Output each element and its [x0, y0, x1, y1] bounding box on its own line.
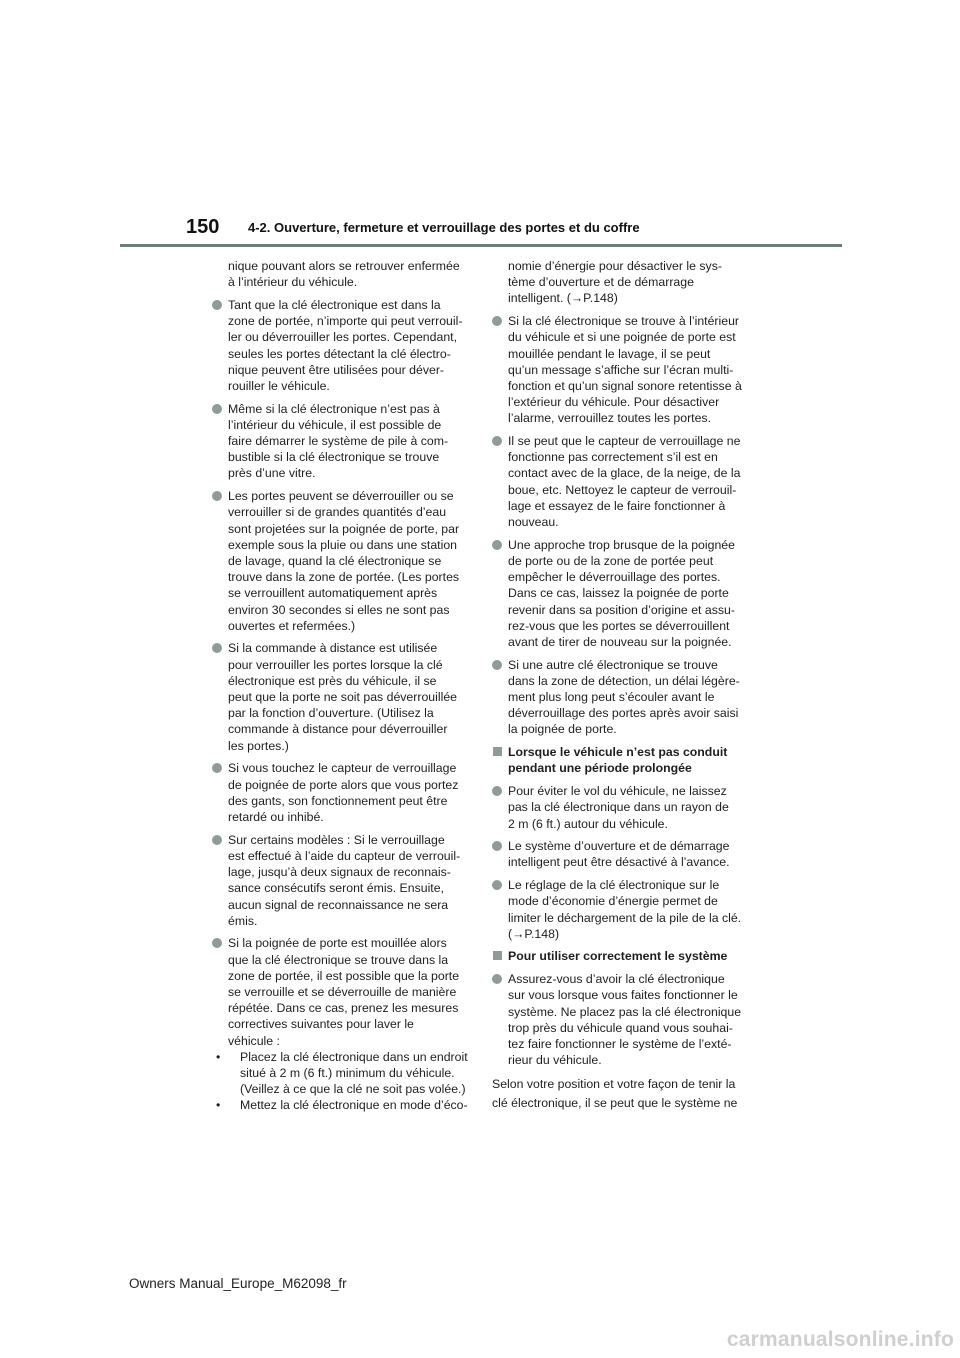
text-line: Une approche trop brusque de la poignée [508, 537, 735, 552]
text-line: tez faire fonctionner le système de l’exté- [508, 1036, 732, 1051]
bullet-dot-icon [212, 404, 222, 414]
text-line: correctives suivantes pour laver le [228, 1017, 414, 1032]
text-line: Si la poignée de porte est mouillée alors [228, 936, 447, 951]
text-line: commande à distance pour déverrouiller [228, 722, 448, 737]
text-line: Les portes peuvent se déverrouiller ou se [228, 489, 454, 504]
text-line: est effectué à l’aide du capteur de verrouil- [228, 848, 461, 863]
bullet-dot-icon [212, 643, 222, 653]
text-line: pendant une période prolongée [508, 761, 692, 776]
text-line: que la clé électronique se trouve dans la [228, 952, 449, 967]
text-line: Pour éviter le vol du véhicule, ne laissez [508, 784, 727, 799]
text-line: pas la clé électronique dans un rayon de [508, 800, 729, 815]
text-line: mouillée pendant le lavage, il se peut [508, 346, 711, 361]
continued-paragraph [492, 258, 756, 307]
text-line: rieur du véhicule. [508, 1053, 602, 1068]
text-line: de lavage, quand la clé électronique se [228, 553, 442, 568]
text-line: aucun signal de reconnaissance ne sera [228, 897, 449, 912]
text-line: Même si la clé électronique n’est pas à [228, 401, 440, 416]
text-line: nique pouvant alors se retrouver enfermée [228, 259, 460, 273]
text-line: de porte ou de la zone de portée peut [508, 553, 714, 568]
square-marker-icon [493, 747, 502, 756]
text-line: Il se peut que le capteur de verrouillage ne [508, 434, 741, 449]
text-line: tème d’ouverture et de démarrage [508, 275, 694, 290]
text-line: à l’intérieur du véhicule. [228, 275, 358, 290]
bullet-dot-icon [212, 938, 222, 948]
text-line: ment plus long peut s’écouler avant le [508, 690, 715, 705]
bullet-dot-icon [492, 316, 502, 326]
text-line: Sur certains modèles : Si le verrouillage [228, 832, 445, 847]
text-line: dans la zone de détection, un délai légère- [508, 673, 740, 688]
text-line: nomie d’énergie pour désactiver le sys- [508, 259, 722, 273]
page-number: 150 [186, 216, 220, 238]
text-line: zone de portée, il est possible que la porte [228, 968, 460, 983]
text-line: sance consécutifs seront émis. Ensuite, [228, 881, 444, 896]
text-line: fonctionne pas correctement s’il est en [508, 450, 718, 465]
bullet-item [212, 832, 476, 929]
text-line: avant de tirer de nouveau sur la poignée. [508, 634, 732, 649]
bullet-dot-icon [212, 300, 222, 310]
bullet-dot-icon [492, 660, 502, 670]
text-line: Tant que la clé électronique est dans la [228, 297, 441, 312]
text-line: revenir dans sa position d’origine et assu- [508, 602, 735, 617]
bullet-item [492, 877, 756, 942]
sub-list-item [212, 1097, 476, 1113]
bullet-item [492, 433, 756, 530]
subsection-heading [492, 948, 756, 964]
bullet-dot-icon [212, 491, 222, 501]
text-line: Pour utiliser correctement le système [508, 949, 728, 964]
subsection-heading [492, 744, 756, 776]
bullet-item [212, 297, 476, 394]
text-line: empêcher le déverrouillage des portes. [508, 570, 721, 585]
text-line: du véhicule et si une poignée de porte est [508, 330, 736, 345]
text-line: Placez la clé électronique dans un endroit [240, 1049, 468, 1064]
bullet-item [212, 935, 476, 1048]
text-line: l’intérieur du véhicule, il est possible de [228, 417, 442, 432]
text-line: l’alarme, verrouillez toutes les portes. [508, 411, 711, 426]
text-line: par la fonction d’ouverture. (Utilisez la [228, 706, 434, 721]
text-line: lage, jusqu’à deux signaux de reconnais- [228, 865, 451, 880]
text-line: situé à 2 m (6 ft.) minimum du véhicule. [240, 1066, 455, 1081]
text-line: Selon votre position et votre façon de tenir la [492, 1076, 736, 1091]
text-line: se verrouille et se déverrouille de manière [228, 985, 457, 1000]
text-line: exemple sous la pluie ou dans une station [228, 537, 458, 552]
text-line: Mettez la clé électronique en mode d’éco- [240, 1098, 468, 1113]
text-line: clé électronique, il se peut que le système ne [492, 1095, 738, 1110]
text-line: sont projetées sur la poignée de porte, par [228, 521, 460, 536]
text-line: trop près du véhicule quand vous souhai- [508, 1020, 733, 1035]
text-line: pour verrouiller les portes lorsque la clé [228, 657, 443, 672]
text-line: 2 m (6 ft.) autour du véhicule. [508, 816, 668, 831]
text-line: ouvertes et refermées.) [228, 618, 356, 633]
text-line: Si vous touchez le capteur de verrouillage [228, 761, 457, 776]
bullet-item [492, 838, 756, 870]
text-line: Le système d’ouverture et de démarrage [508, 839, 730, 854]
text-line: fonction et qu’un signal sonore retentisse à [508, 378, 742, 393]
bullet-dot-icon [492, 974, 502, 984]
text-line: boue, etc. Nettoyez le capteur de verrouil- [508, 482, 737, 497]
text-line: mode d’économie d’énergie permet de [508, 894, 718, 909]
text-line: bustible si la clé électronique se trouve [228, 450, 440, 465]
text-line: se verrouillent automatiquement après [228, 586, 438, 601]
bullet-dot-icon [492, 786, 502, 796]
text-line: limiter le déchargement de la pile de la clé. [508, 910, 742, 925]
text-line: Si la commande à distance est utilisée [228, 641, 438, 656]
text-line: les portes.) [228, 738, 289, 753]
text-line: de poignée de porte alors que vous portez [228, 777, 459, 792]
continued-paragraph [212, 258, 476, 290]
text-line: Dans ce cas, laissez la poignée de porte [508, 586, 729, 601]
text-line: véhicule : [228, 1033, 280, 1048]
text-line: Si la clé électronique se trouve à l’intérieur [508, 314, 740, 329]
section-title: 4-2. Ouverture, fermeture et verrouillage des portes et du coffre [248, 220, 640, 235]
text-line: des gants, son fonctionnement peut être [228, 793, 448, 808]
header-rule [120, 244, 842, 247]
text-line: l’extérieur du véhicule. Pour désactiver [508, 395, 720, 410]
bullet-item [212, 640, 476, 753]
text-line: (→P.148) [508, 926, 560, 941]
text-line: lage et essayez de le faire fonctionner à [508, 498, 726, 513]
text-line: électronique est près du véhicule, il se [228, 673, 437, 688]
text-line: déverrouillage des portes après avoir saisi [508, 706, 739, 721]
text-line: trouve dans la zone de portée. (Les portes [228, 570, 460, 585]
body-paragraph [492, 1075, 756, 1113]
text-line: environ 30 secondes si elles ne sont pas [228, 602, 450, 617]
text-line: zone de portée, n’importe qui peut verrouil- [228, 314, 463, 329]
bullet-item [492, 657, 756, 738]
text-line: répétée. Dans ce cas, prenez les mesures [228, 1001, 459, 1016]
sub-list-item [212, 1049, 476, 1098]
sub-bullet-mark: • [216, 1049, 221, 1064]
left-column [212, 258, 476, 1114]
right-column [492, 258, 756, 1113]
bullet-item [492, 971, 756, 1068]
text-line: peut que la porte ne soit pas déverrouillée [228, 690, 458, 705]
text-line: Le réglage de la clé électronique sur le [508, 878, 720, 893]
bullet-dot-icon [492, 436, 502, 446]
text-line: nique peuvent être utilisées pour déver- [228, 362, 445, 377]
text-line: la poignée de porte. [508, 722, 617, 737]
text-line: retardé ou inhibé. [228, 810, 324, 824]
text-line: émis. [228, 913, 258, 928]
square-marker-icon [493, 951, 502, 960]
bullet-item [212, 488, 476, 634]
text-line: Assurez-vous d’avoir la clé électronique [508, 972, 725, 987]
bullet-dot-icon [492, 841, 502, 851]
text-line: nouveau. [508, 515, 559, 530]
text-line: sur vous lorsque vous faites fonctionner le [508, 988, 738, 1003]
bullet-dot-icon [212, 763, 222, 773]
text-line: Si une autre clé électronique se trouve [508, 657, 718, 672]
watermark: carmanualsonline.info [726, 1328, 954, 1351]
text-line: faire démarrer le système de pile à com- [228, 434, 449, 449]
text-line: système. Ne placez pas la clé électronique [508, 1004, 742, 1019]
bullet-dot-icon [492, 540, 502, 550]
text-line: intelligent. (→P.148) [508, 291, 618, 306]
sub-bullet-mark: • [216, 1098, 221, 1113]
text-line: verrouiller si de grandes quantités d’eau [228, 505, 447, 520]
text-line: ler ou déverrouiller les portes. Cependant, [228, 330, 457, 345]
text-line: qu’un message s’affiche sur l’écran multi- [508, 362, 734, 377]
text-line: (Veillez à ce que la clé ne soit pas volée.) [240, 1082, 466, 1097]
bullet-item [492, 783, 756, 832]
text-line: intelligent peut être désactivé à l’avance. [508, 855, 730, 870]
footer-manual-name: Owners Manual_Europe_M62098_fr [129, 1276, 347, 1291]
text-line: contact avec de la glace, de la neige, de la [508, 466, 741, 481]
text-line: rouiller le véhicule. [228, 378, 330, 393]
bullet-item [492, 537, 756, 650]
bullet-dot-icon [492, 880, 502, 890]
bullet-item [212, 760, 476, 825]
text-line: rez-vous que les portes se déverrouillent [508, 618, 730, 633]
bullet-item [492, 313, 756, 426]
text-line: seules les portes détectant la clé électro- [228, 346, 451, 361]
text-line: Lorsque le véhicule n’est pas conduit [508, 745, 728, 760]
bullet-dot-icon [212, 835, 222, 845]
bullet-item [212, 401, 476, 482]
text-line: près d’une vitre. [228, 466, 316, 481]
